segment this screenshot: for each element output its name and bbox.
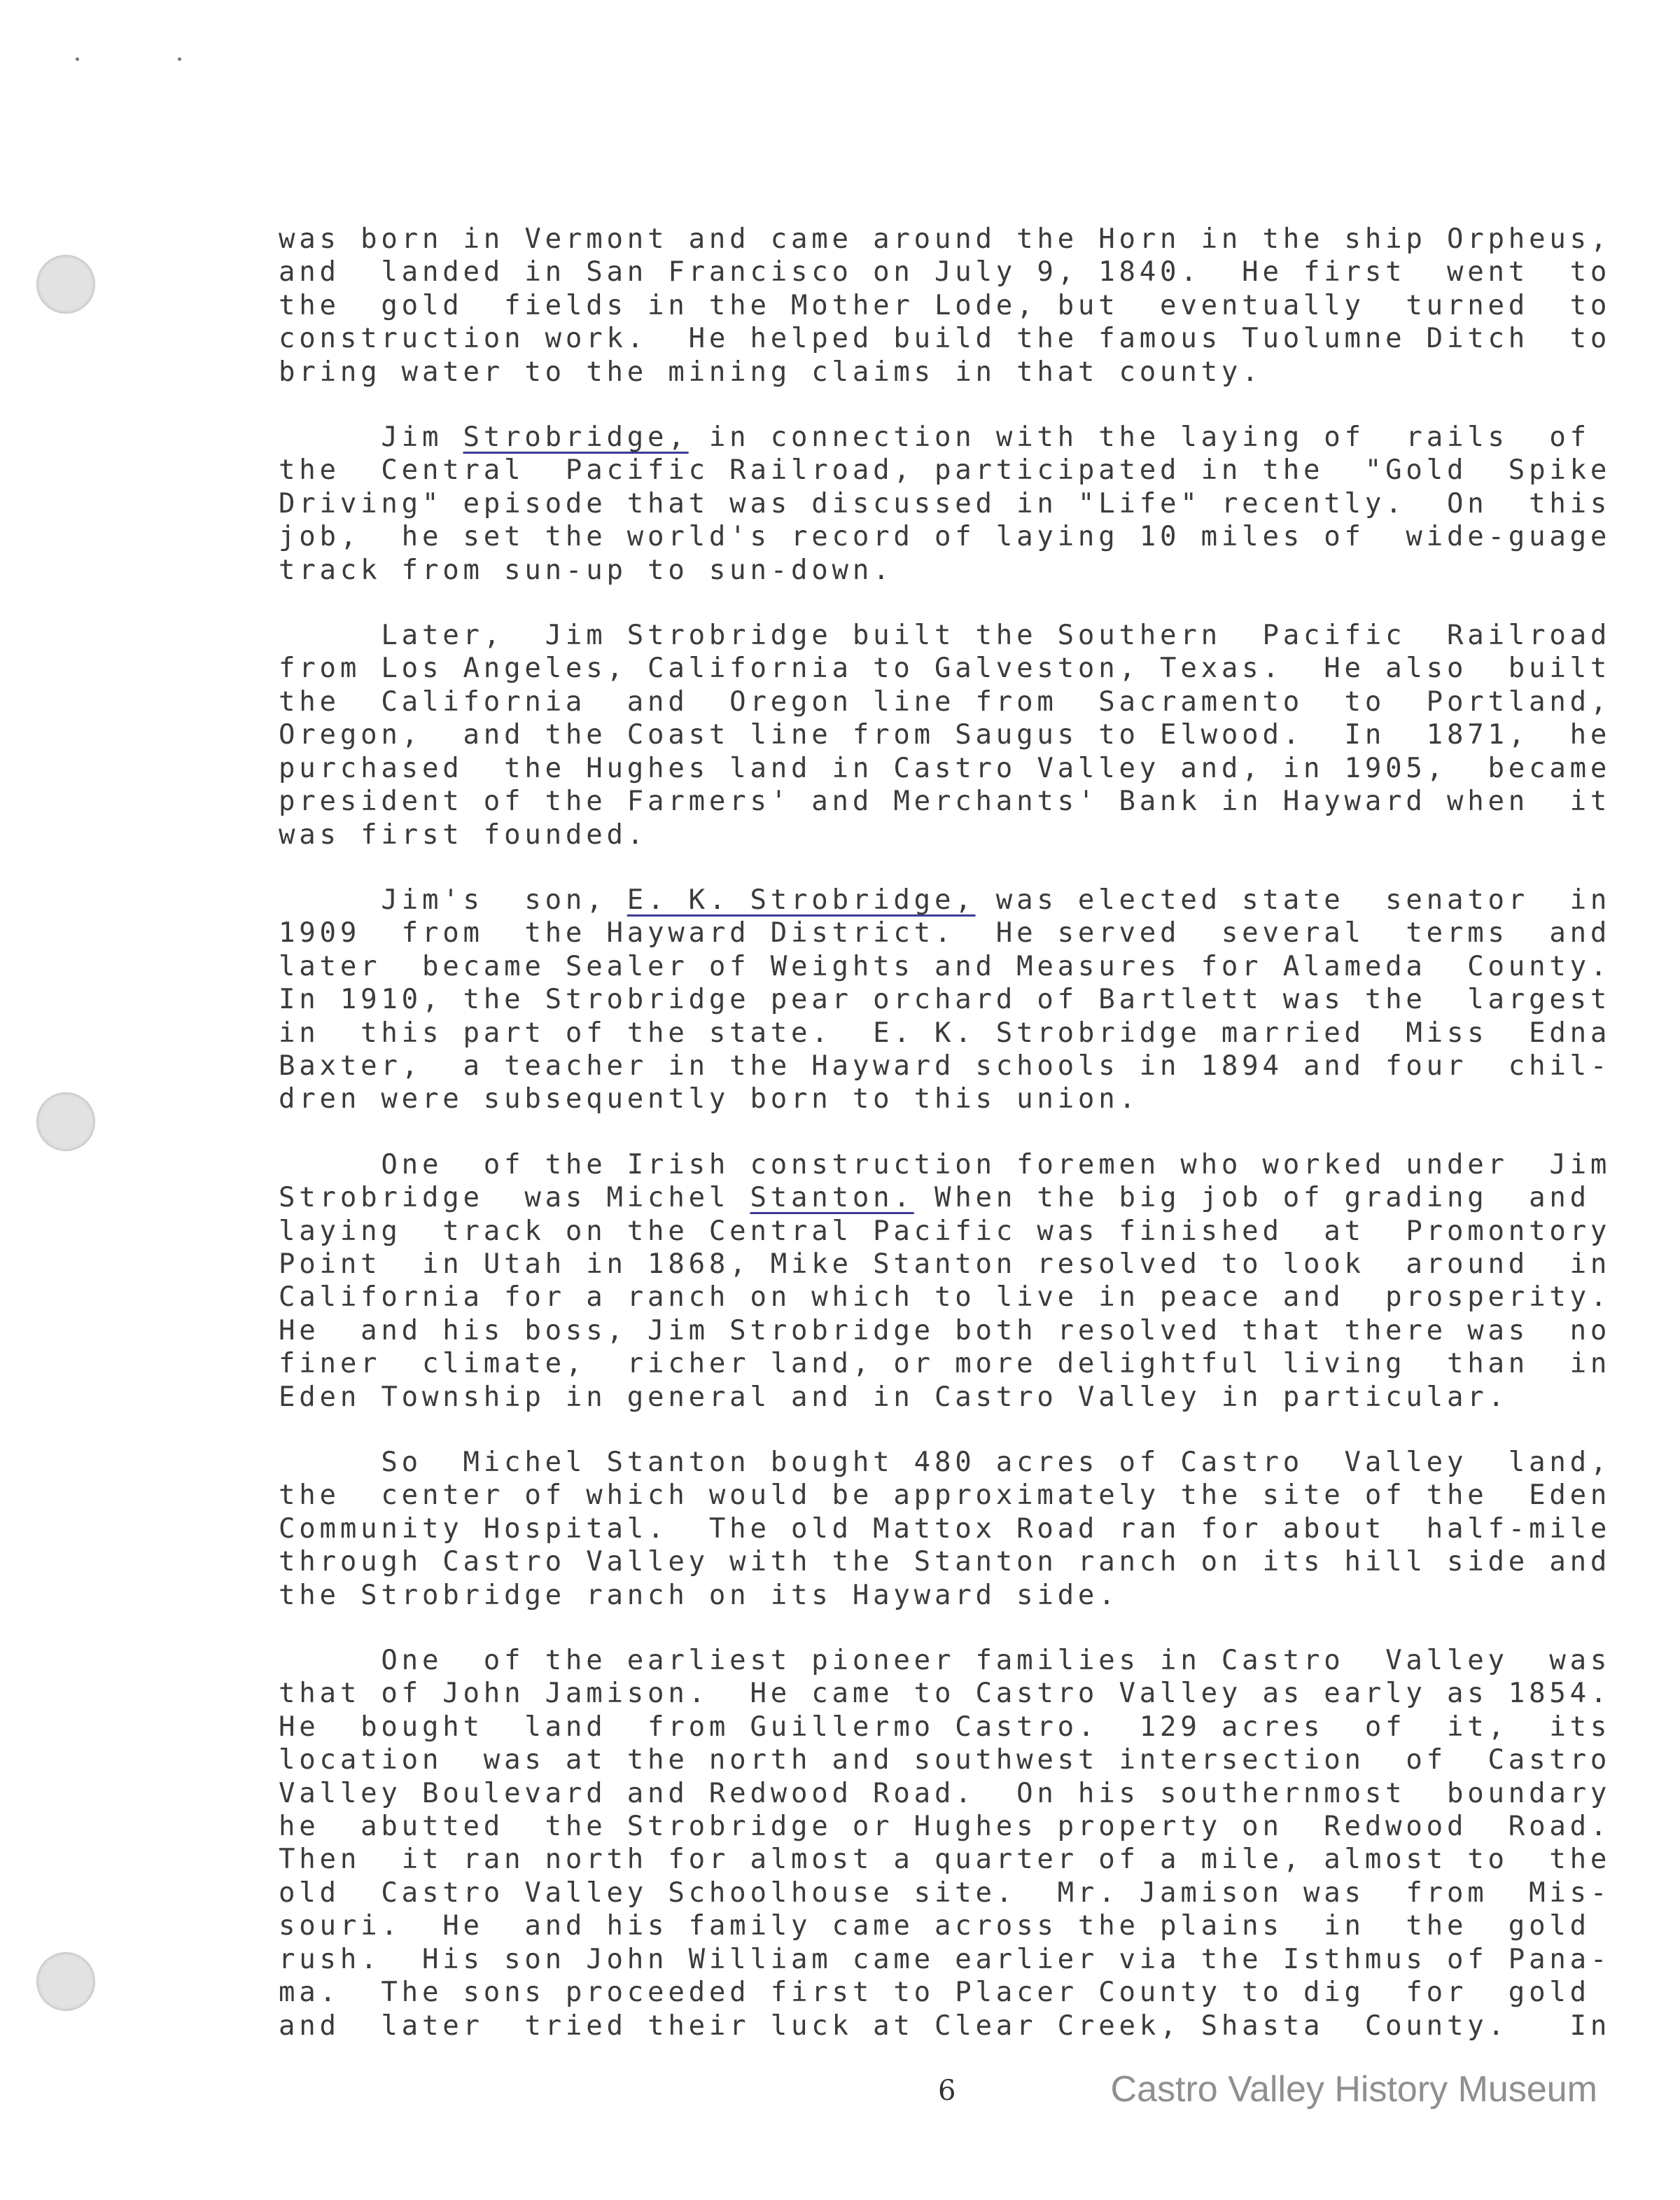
scan-speck <box>76 57 79 61</box>
text-line: Then it ran north for almost a quarter of a mile, almost to the <box>279 1844 1611 1876</box>
line-segment: Strobridge was Michel <box>279 1182 750 1214</box>
text-line: location was at the north and southwest intersection of Castro <box>279 1744 1611 1776</box>
text-line: California for a ranch on which to live in peace and prosperity. <box>279 1281 1611 1314</box>
text-line: laying track on the Central Pacific was finished at Promontory <box>279 1215 1611 1247</box>
text-line: the Strobridge ranch on its Hayward side. <box>279 1579 1119 1611</box>
text-line: finer climate, richer land, or more delightful living than in <box>279 1348 1611 1380</box>
text-line: that of John Jamison. He came to Castro Valley as early as 1854. <box>279 1678 1611 1710</box>
line-segment: was elected state senator in <box>975 884 1611 916</box>
text-line: bring water to the mining claims in that county. <box>279 356 1263 388</box>
text-line: He bought land from Guillermo Castro. 129 acres of it, its <box>279 1711 1611 1743</box>
line-segment: Jim <box>279 422 463 454</box>
text-line: in this part of the state. E. K. Strobridge married Miss Edna <box>279 1017 1611 1049</box>
text-line: was first founded. <box>279 819 648 851</box>
text-line: he abutted the Strobridge or Hughes property on Redwood Road. <box>279 1811 1611 1843</box>
paragraph <box>279 421 1611 587</box>
paragraph <box>279 1644 1611 2042</box>
text-line: He and his boss, Jim Strobridge both resolved that there was no <box>279 1314 1611 1346</box>
text-line: So Michel Stanton bought 480 acres of Castro Valley land, <box>279 1447 1611 1478</box>
text-line: Point in Utah in 1868, Mike Stanton resolved to look around in <box>279 1248 1611 1280</box>
line-segment: When the big job of grading and <box>913 1182 1590 1214</box>
paragraph <box>279 1446 1611 1612</box>
text-line: from Los Angeles, California to Galveston, Texas. He also built <box>279 653 1611 685</box>
text-line: was born in Vermont and came around the Horn in the ship Orpheus, <box>279 223 1611 255</box>
text-line: through Castro Valley with the Stanton ranch on its hill side and <box>279 1546 1611 1578</box>
text-line <box>279 421 1595 454</box>
line-segment: in connection with the laying of rails of <box>688 422 1590 454</box>
text-line: president of the Farmers' and Merchants' Bank in Hayward when it <box>279 786 1611 818</box>
text-line <box>279 884 1611 917</box>
text-line: track from sun-up to sun-down. <box>279 554 894 586</box>
text-line: ma. The sons proceeded first to Placer County to dig for gold <box>279 1977 1590 2009</box>
text-line: the California and Oregon line from Sacramento to Portland, <box>279 685 1611 718</box>
text-line: Oregon, and the Coast line from Saugus to Elwood. In 1871, he <box>279 719 1611 751</box>
text-line: old Castro Valley Schoolhouse site. Mr. Jamison was from Mis- <box>279 1877 1611 1909</box>
paragraph <box>279 619 1611 851</box>
text-line: Valley Boulevard and Redwood Road. On his southernmost boundary <box>279 1777 1611 1809</box>
scan-speck <box>178 57 181 61</box>
punch-hole <box>36 1952 95 2011</box>
text-line: Baxter, a teacher in the Hayward schools in 1894 and four chil- <box>279 1050 1611 1082</box>
text-line <box>279 1181 1595 1214</box>
punch-hole <box>36 1092 95 1151</box>
text-line: souri. He and his family came across the plains in the gold <box>279 1910 1590 1942</box>
underlined-name: E. K. Strobridge, <box>626 884 976 916</box>
museum-watermark: Castro Valley History Museum <box>1110 2069 1597 2110</box>
paragraph <box>279 223 1611 389</box>
text-line: the Central Pacific Railroad, participated in the "Gold Spike <box>279 454 1611 487</box>
paragraph <box>279 884 1611 1116</box>
text-line: purchased the Hughes land in Castro Valley and, in 1905, became <box>279 752 1611 784</box>
text-line: and landed in San Francisco on July 9, 1840. He first went to <box>279 256 1611 288</box>
text-line: One of the Irish construction foremen who worked under Jim <box>279 1148 1611 1181</box>
punch-hole <box>36 255 95 314</box>
text-line: Driving" episode that was discussed in "Life" recently. On this <box>279 487 1611 520</box>
text-line: Later, Jim Strobridge built the Southern Pacific Railroad <box>279 620 1611 652</box>
text-line: later became Sealer of Weights and Measures for Alameda County. <box>279 950 1611 982</box>
text-line: job, he set the world's record of laying 10 miles of wide-guage <box>279 521 1611 553</box>
page-number: 6 <box>938 2075 956 2107</box>
underlined-name: Stanton. <box>750 1182 914 1214</box>
text-line: 1909 from the Hayward District. He served several terms and <box>279 917 1611 949</box>
text-line: rush. His son John William came earlier via the Isthmus of Pana- <box>279 1943 1611 1975</box>
text-line: Eden Township in general and in Castro Valley in particular. <box>279 1381 1508 1413</box>
line-segment: Jim's son, <box>279 884 627 916</box>
text-line: the center of which would be approximately the site of the Eden <box>279 1480 1611 1512</box>
text-line: In 1910, the Strobridge pear orchard of Bartlett was the largest <box>279 984 1611 1016</box>
underlined-name: Strobridge, <box>463 422 689 454</box>
text-line: construction work. He helped build the famous Tuolumne Ditch to <box>279 323 1611 355</box>
paragraph <box>279 1148 1611 1414</box>
text-line: the gold fields in the Mother Lode, but eventually turned to <box>279 289 1611 321</box>
text-line: dren were subsequently born to this union. <box>279 1083 1140 1115</box>
text-line: Community Hospital. The old Mattox Road ran for about half-mile <box>279 1512 1611 1545</box>
typed-body-text <box>279 223 1611 2075</box>
text-line: and later tried their luck at Clear Creek, Shasta County. In <box>279 2010 1611 2042</box>
text-line: One of the earliest pioneer families in Castro Valley was <box>279 1645 1611 1677</box>
